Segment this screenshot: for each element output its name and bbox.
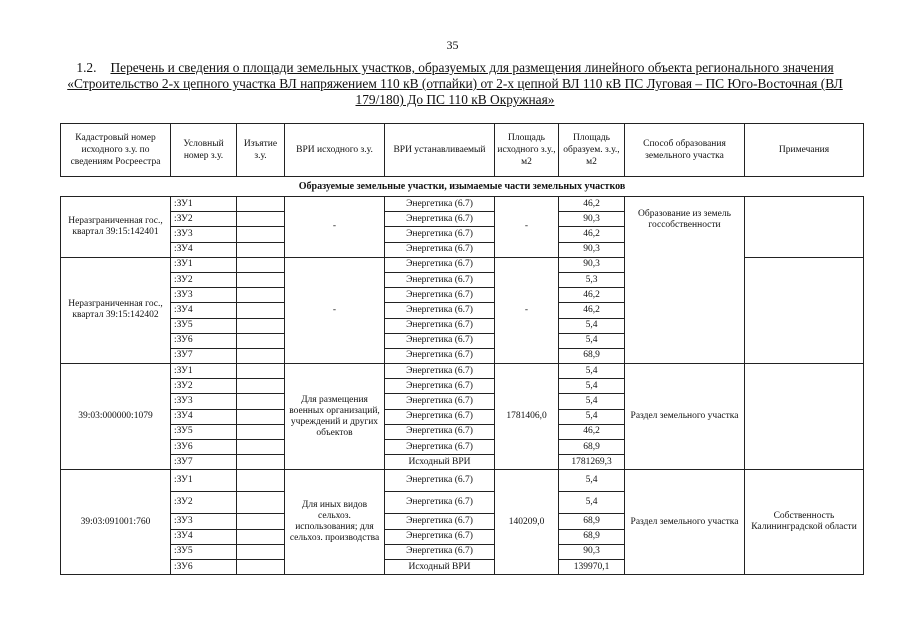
notes-cell [745,364,864,470]
area-formed-cell: 5,4 [559,379,625,394]
vri-set-cell: Энергетика (6.7) [385,394,495,409]
seizure-cell [237,514,285,529]
area-formed-cell: 46,2 [559,288,625,303]
header-code: Условный номер з.у. [171,124,237,177]
vri-set-cell: Энергетика (6.7) [385,318,495,333]
seizure-cell [237,529,285,544]
vri-set-cell: Энергетика (6.7) [385,544,495,559]
method-cell: Раздел земельного участка [625,470,745,575]
seizure-cell [237,212,285,227]
seizure-cell [237,257,285,272]
seizure-cell [237,318,285,333]
area-formed-cell: 90,3 [559,257,625,272]
code-cell: :ЗУ7 [171,455,237,470]
area-formed-cell: 46,2 [559,197,625,212]
header-notes: Примечания [745,124,864,177]
code-cell: :ЗУ4 [171,529,237,544]
vri-set-cell: Исходный ВРИ [385,559,495,574]
vri-set-cell: Энергетика (6.7) [385,440,495,455]
area-formed-cell: 5,4 [559,492,625,514]
cadastral-cell: 39:03:000000:1079 [61,364,171,470]
header-vri-set: ВРИ устанавливаемый [385,124,495,177]
table-row [61,197,864,212]
vri-set-cell: Энергетика (6.7) [385,364,495,379]
area-formed-cell: 90,3 [559,544,625,559]
seizure-cell [237,227,285,242]
seizure-cell [237,379,285,394]
vri-set-cell: Энергетика (6.7) [385,529,495,544]
section-row-label: Образуемые земельные участки, изымаемые части земельных участков [61,177,864,197]
code-cell: :ЗУ7 [171,348,237,363]
vri-set-cell: Энергетика (6.7) [385,470,495,492]
code-cell: :ЗУ2 [171,272,237,287]
seizure-cell [237,197,285,212]
area-formed-cell: 139970,1 [559,559,625,574]
code-cell: :ЗУ1 [171,364,237,379]
code-cell: :ЗУ3 [171,227,237,242]
table-row [61,364,864,379]
header-vri-source: ВРИ исходного з.у. [285,124,385,177]
code-cell: :ЗУ3 [171,514,237,529]
vri-set-cell: Энергетика (6.7) [385,212,495,227]
cadastral-cell: Неразграниченная гос., квартал 39:15:142401 [61,197,171,258]
vri-set-cell: Энергетика (6.7) [385,424,495,439]
vri-set-cell: Энергетика (6.7) [385,242,495,257]
vri-set-cell: Энергетика (6.7) [385,348,495,363]
code-cell: :ЗУ2 [171,212,237,227]
vri-set-cell: Энергетика (6.7) [385,409,495,424]
vri-set-cell: Энергетика (6.7) [385,272,495,287]
vri-set-cell: Энергетика (6.7) [385,492,495,514]
vri-source-cell: Для размещения военных организаций, учреждений и других объектов [285,364,385,470]
section-title: Перечень и сведения о площади земельных участков, образуемых для размещения линейного объекта регионального значения «Строительство 2-х цепного участка ВЛ напряжением 110 кВ (отпайки) от 2-х цепной ВЛ 110 кВ ПС Луговая – ПС Юго-Восточная (ВЛ 179/180) До ПС 110 кВ Окружная» [67,60,843,107]
area-formed-cell: 68,9 [559,514,625,529]
vri-source-cell: - [285,257,385,363]
area-formed-cell: 46,2 [559,303,625,318]
method-cell: Раздел земельного участка [625,364,745,470]
code-cell: :ЗУ6 [171,333,237,348]
area-source-cell: - [495,257,559,363]
header-area-source: Площадь исходного з.у., м2 [495,124,559,177]
header-seizure: Изъятие з.у. [237,124,285,177]
code-cell: :ЗУ4 [171,409,237,424]
area-formed-cell: 5,4 [559,394,625,409]
area-formed-cell: 5,3 [559,272,625,287]
vri-set-cell: Энергетика (6.7) [385,514,495,529]
seizure-cell [237,559,285,574]
code-cell: :ЗУ2 [171,379,237,394]
code-cell: :ЗУ1 [171,470,237,492]
code-cell: :ЗУ3 [171,394,237,409]
vri-source-cell: Для иных видов сельхоз. использования; для сельхоз. производства [285,470,385,575]
area-formed-cell: 46,2 [559,227,625,242]
vri-set-cell: Энергетика (6.7) [385,288,495,303]
page-number: 35 [446,38,459,52]
header-area-formed: Площадь образуем. з.у., м2 [559,124,625,177]
seizure-cell [237,424,285,439]
cadastral-cell: 39:03:091001:760 [61,470,171,575]
table-body [61,177,864,575]
code-cell: :ЗУ4 [171,303,237,318]
vri-set-cell: Энергетика (6.7) [385,227,495,242]
seizure-cell [237,242,285,257]
code-cell: :ЗУ2 [171,492,237,514]
area-formed-cell: 5,4 [559,470,625,492]
notes-cell [745,257,864,363]
section-number: 1.2. [76,60,97,75]
area-source-cell: 1781406,0 [495,364,559,470]
table-row [61,470,864,492]
area-formed-cell: 5,4 [559,364,625,379]
notes-cell [745,197,864,258]
code-cell: :ЗУ6 [171,559,237,574]
seizure-cell [237,470,285,492]
code-cell: :ЗУ1 [171,197,237,212]
land-plots-table [60,123,864,575]
area-formed-cell: 90,3 [559,212,625,227]
notes-cell: Собственность Калининградской области [745,470,864,575]
seizure-cell [237,394,285,409]
vri-set-cell: Энергетика (6.7) [385,333,495,348]
seizure-cell [237,348,285,363]
vri-set-cell: Энергетика (6.7) [385,379,495,394]
area-formed-cell: 46,2 [559,424,625,439]
section-row [61,177,864,197]
area-formed-cell: 68,9 [559,529,625,544]
vri-set-cell: Энергетика (6.7) [385,257,495,272]
code-cell: :ЗУ6 [171,440,237,455]
seizure-cell [237,455,285,470]
area-formed-cell: 1781269,3 [559,455,625,470]
area-formed-cell: 5,4 [559,318,625,333]
cadastral-cell: Неразграниченная гос., квартал 39:15:142402 [61,257,171,363]
seizure-cell [237,440,285,455]
table-header-row [61,124,864,177]
area-source-cell: - [495,197,559,258]
vri-set-cell: Исходный ВРИ [385,455,495,470]
seizure-cell [237,272,285,287]
seizure-cell [237,409,285,424]
code-cell: :ЗУ5 [171,544,237,559]
code-cell: :ЗУ1 [171,257,237,272]
header-cadastral: Кадастровый номер исходного з.у. по сведениям Росреестра [61,124,171,177]
code-cell: :ЗУ5 [171,424,237,439]
section-heading [60,60,850,108]
area-source-cell: 140209,0 [495,470,559,575]
seizure-cell [237,544,285,559]
area-formed-cell: 5,4 [559,409,625,424]
vri-set-cell: Энергетика (6.7) [385,303,495,318]
area-formed-cell: 68,9 [559,440,625,455]
vri-set-cell: Энергетика (6.7) [385,197,495,212]
area-formed-cell: 68,9 [559,348,625,363]
method-cell: Образование из земель госсобственности [625,197,745,364]
code-cell: :ЗУ5 [171,318,237,333]
code-cell: :ЗУ4 [171,242,237,257]
seizure-cell [237,333,285,348]
seizure-cell [237,303,285,318]
code-cell: :ЗУ3 [171,288,237,303]
header-method: Способ образования земельного участка [625,124,745,177]
area-formed-cell: 90,3 [559,242,625,257]
seizure-cell [237,492,285,514]
vri-source-cell: - [285,197,385,258]
seizure-cell [237,364,285,379]
area-formed-cell: 5,4 [559,333,625,348]
seizure-cell [237,288,285,303]
